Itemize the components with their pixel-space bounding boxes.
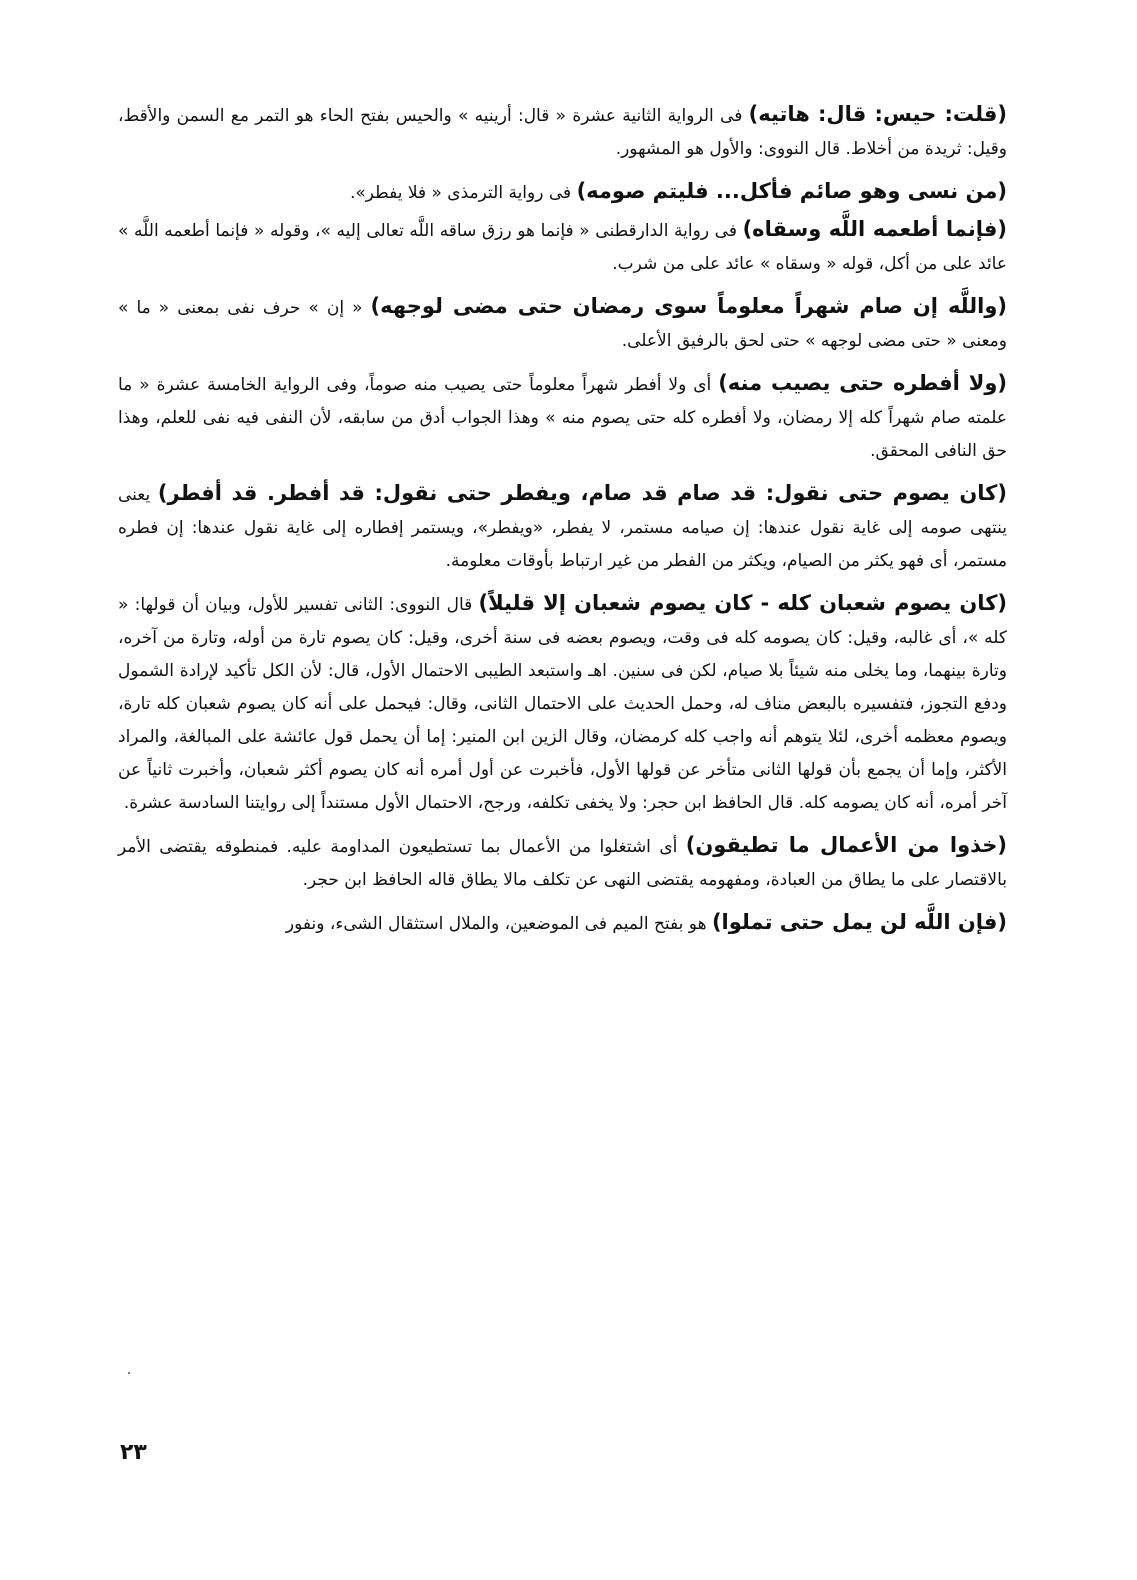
lemma-6: (كان يصوم حتى نقول: قد صام قد صام، ويفطر حتى نقول: قد أفطر. قد أفطر) — [157, 481, 1007, 505]
lemma-5: (ولا أفطره حتى يصيب منه) — [718, 371, 1008, 395]
paragraph-4-text: « إن » حرف نفى بمعنى « ما » ومعنى « حتى مضى لوجهه » حتى لحق بالرفيق الأعلى. — [118, 298, 1007, 351]
paragraph-9 — [118, 906, 1007, 941]
scan-speck — [128, 1372, 130, 1374]
paragraph-5-text: أى ولا أفطر شهراً معلوماً حتى يصيب منه صوماً، وفى الرواية الخامسة عشرة « ما علمته صام شهراً كله إلا رمضان، ولا أفطره كله حتى يصوم منه » وهذا الجواب أدق من سابقه، لأن النفى فيه نفى للعلم، وهذا حق النافى المحقق. — [118, 375, 1007, 461]
lemma-2: (من نسى وهو صائم فأكل... فليتم صومه) — [576, 179, 1007, 203]
paragraph-2-text: فى رواية الترمذى « فلا يفطر». — [349, 183, 577, 203]
paragraph-1-text: فى الرواية الثانية عشرة « قال: أرينيه » والحيس بفتح الحاء هو التمر مع السمن والأقط، وقيل: ثريدة من أخلاط. قال النووى: والأول هو المشهور. — [118, 106, 1007, 159]
lemma-7: (كان يصوم شعبان كله - كان يصوم شعبان إلا قليلاً) — [478, 591, 1007, 615]
paragraph-4 — [118, 290, 1007, 358]
paragraph-8-text: أى اشتغلوا من الأعمال بما تستطيعون المداومة عليه. فمنطوقه يقتضى الأمر بالاقتصار على ما يطاق من العبادة، ومفهومه يقتضى النهى عن تكلف مالا يطاق قاله الحافظ ابن حجر. — [118, 837, 1007, 890]
paragraph-3 — [118, 213, 1007, 281]
paragraph-7 — [118, 587, 1007, 820]
page-number: ٢٣ — [120, 1440, 147, 1465]
paragraph-9-text: هو بفتح الميم فى الموضعين، والملال استثقال الشىء، ونفور — [285, 914, 712, 934]
paragraph-5 — [118, 367, 1007, 468]
paragraph-3-text: فى رواية الدارقطنى « فإنما هو رزق ساقه اللَّه تعالى إليه »، وقوله « فإنما أطعمه اللَّه » عائد على من أكل، قوله « وسقاه » عائد على من شرب. — [118, 221, 1007, 274]
lemma-8: (خذوا من الأعمال ما تطيقون) — [685, 833, 1007, 857]
paragraph-7-text: قال النووى: الثانى تفسير للأول، وبيان أن قولها: « كله »، أى غالبه، وقيل: كان يصومه كله فى وقت، ويصوم بعضه فى سنة أخرى، وقيل: كان يصوم تارة من أوله، وتارة من آخره، وتارة بينهما، وما يخلى منه شيئاً بلا صيام، لكن فى سنين. اهـ واستبعد الطيبى الاحتمال الأول، قال: لأن الكل تأكيد لإرادة الشمول ودفع التجوز، فتفسيره بالبعض مناف له، وحمل الحديث على الاحتمال الثانى، وقال: فيحمل على أنه كان يصوم شعبان كله تارة، ويصوم معظمه أخرى، لئلا يتوهم أنه واجب كله كرمضان، وقال الزين ابن المنير: إما أن يحمل قول عائشة على المبالغة، والمراد الأكثر، وإما أن يجمع بأن قولها الثانى متأخر عن قولها الأول، فأخبرت عن أول أمره أنه كان يصوم أكثر شعبان، وأخبرت ثانياً عن آخر أمره، أنه كان يصومه كله. قال الحافظ ابن حجر: ولا يخفى تكلفه، ورجح، الاحتمال الأول مستنداً إلى روايتنا السادسة عشرة. — [118, 595, 1007, 813]
page-body — [118, 98, 1007, 950]
paragraph-2 — [118, 175, 1007, 210]
paragraph-8 — [118, 829, 1007, 897]
paragraph-1 — [118, 98, 1007, 166]
lemma-3: (فإنما أطعمه اللَّه وسقاه) — [742, 217, 1007, 241]
lemma-9: (فإن اللَّه لن يمل حتى تملوا) — [711, 910, 1007, 934]
lemma-1: (قلت: حيس: قال: هاتيه) — [748, 102, 1008, 126]
paragraph-6 — [118, 477, 1007, 578]
paragraph-6-text: يعنى ينتهى صومه إلى غاية نقول عندها: إن صيامه مستمر، لا يفطر، «ويفطر»، ويستمر إفطاره إلى غاية نقول عندها: إن فطره مستمر، أى فهو يكثر من الصيام، ويكثر من الفطر من غير ارتباط بأوقات معلومة. — [118, 485, 1007, 571]
lemma-4: (واللَّه إن صام شهراً معلوماً سوى رمضان حتى مضى لوجهه) — [370, 294, 1007, 318]
